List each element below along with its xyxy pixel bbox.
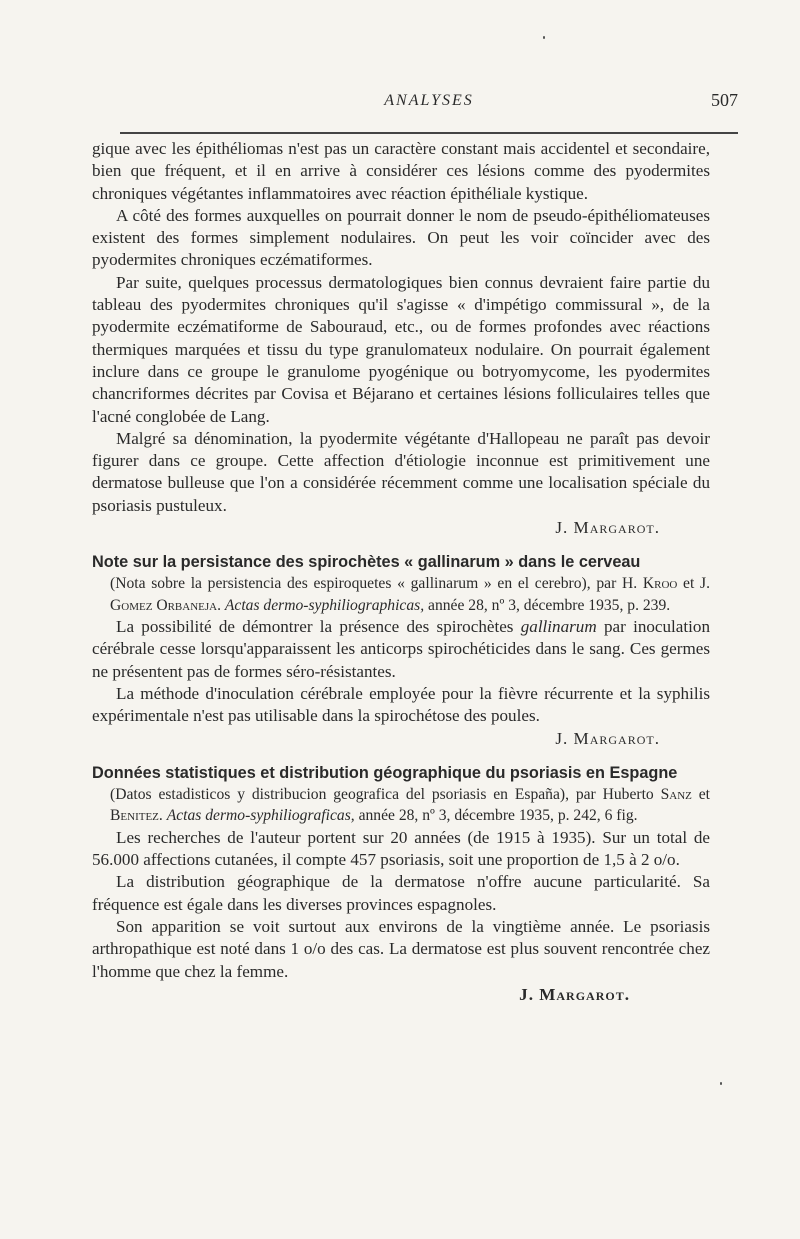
citation-author: Sanz — [660, 785, 692, 803]
article-title: Données statistiques et distribution géographique du psoriasis en Espagne — [92, 763, 678, 782]
author-signature: J. Margarot. — [519, 984, 630, 1004]
paragraph: Son apparition se voit surtout aux environs de la vingtième année. Le psoriasis arthropathique est noté dans 1 o/o des cas. La dermatose est plus souvent rencontrée chez l'homme que chez la femme. — [92, 916, 710, 981]
paragraph-text: par inoculation cérébrale cesse lorsqu'apparaissent les anticorps spirochéticides dans le sang. Ces germes ne présentent pas de formes séro-résistantes. — [92, 617, 710, 681]
paragraph: gique avec les épithéliomas n'est pas un caractère constant mais accidentel et secondaire, bien que fréquent, et il en arrive à considérer ces lésions comme des pyodermites chroniques végétantes inflammatoires avec réaction épithéliale kystique. — [92, 139, 710, 203]
author-signature: J. Margarot. — [555, 728, 660, 748]
paragraph: Malgré sa dénomination, la pyodermite végétante d'Hallopeau ne paraît pas devoir figurer dans ce groupe. Cette affection d'étiologie inconnue est primitivement une dermatose bulleuse que l'on a considérée récemment comme une localisation spéciale du psoriasis pustuleux. — [92, 428, 710, 515]
citation-text: . — [217, 596, 225, 614]
citation-text: année 28, nº 3, décembre 1935, p. 242, 6 fig. — [354, 807, 638, 825]
citation-author: Kroo — [642, 575, 678, 593]
paragraph: Les recherches de l'auteur portent sur 20 années (de 1915 à 1935). Sur un total de 56.000 affections cutanées, il compte 457 psoriasis, soit une proportion de 1,5 à 2 o/o. — [92, 827, 710, 870]
page-content — [92, 138, 710, 1006]
paragraph: A côté des formes auxquelles on pourrait donner le nom de pseudo-épithéliomateuses existent des formes simplement nodulaires. On peut les voir coïncider avec des pyodermites chroniques eczématiformes. — [92, 205, 710, 270]
citation-text: . — [158, 807, 167, 825]
article-citation — [92, 784, 710, 827]
author-signature: J. Margarot. — [555, 518, 660, 538]
citation-journal: Actas dermo-syphiliographicas, — [224, 596, 425, 614]
citation-text: année 28, nº 3, décembre 1935, p. 239. — [424, 596, 671, 614]
article-citation — [92, 573, 710, 616]
citation-text: (Nota sobre la persistencia des espiroquetes « gallinarum » en el cerebro), par H. — [110, 575, 643, 593]
citation-journal: Actas dermo-syphiliograficas, — [166, 807, 355, 825]
page-number: 507 — [711, 90, 738, 110]
citation-text: et J. — [677, 575, 710, 593]
citation-author: Benitez — [110, 807, 159, 825]
paragraph: La méthode d'inoculation cérébrale employée pour la fièvre récurrente et la syphilis expérimentale n'est pas utilisable dans la spirochétose des poules. — [92, 684, 710, 726]
paragraph-text: La possibilité de démontrer la présence des spirochètes — [116, 617, 521, 637]
page-header — [120, 88, 738, 134]
paragraph: La distribution géographique de la dermatose n'offre aucune particularité. Sa fréquence est égale dans les diverses provinces espagnoles. — [92, 872, 710, 914]
citation-author: Gomez Orbaneja — [110, 596, 218, 614]
print-speck — [543, 36, 545, 39]
paragraph: Par suite, quelques processus dermatologiques bien connus devraient faire partie du tableau des pyodermites chroniques qu'il s'agisse « d'impétigo commissural », de la pyodermite eczématiforme de Sabouraud, etc., ou de formes profondes avec réactions thermiques marquées et tissu du type granulomateux nodulaire. On pourrait également inclure dans ce groupe le granulome pyogénique ou botryomycome, les pyodermites chancriformes décrites par Covisa et Béjarano et certaines lésions folliculaires telles que l'acné conglobée de Lang. — [92, 272, 710, 426]
running-title: ANALYSES — [384, 92, 474, 109]
species-name: gallinarum — [520, 617, 597, 637]
citation-text: (Datos estadisticos y distribucion geografica del psoriasis en España), par Huberto — [110, 785, 661, 803]
citation-text: et — [691, 785, 710, 803]
print-speck — [720, 1082, 722, 1085]
paragraph — [92, 616, 710, 683]
article-title: Note sur la persistance des spirochètes « gallinarum » dans le cerveau — [92, 553, 641, 572]
